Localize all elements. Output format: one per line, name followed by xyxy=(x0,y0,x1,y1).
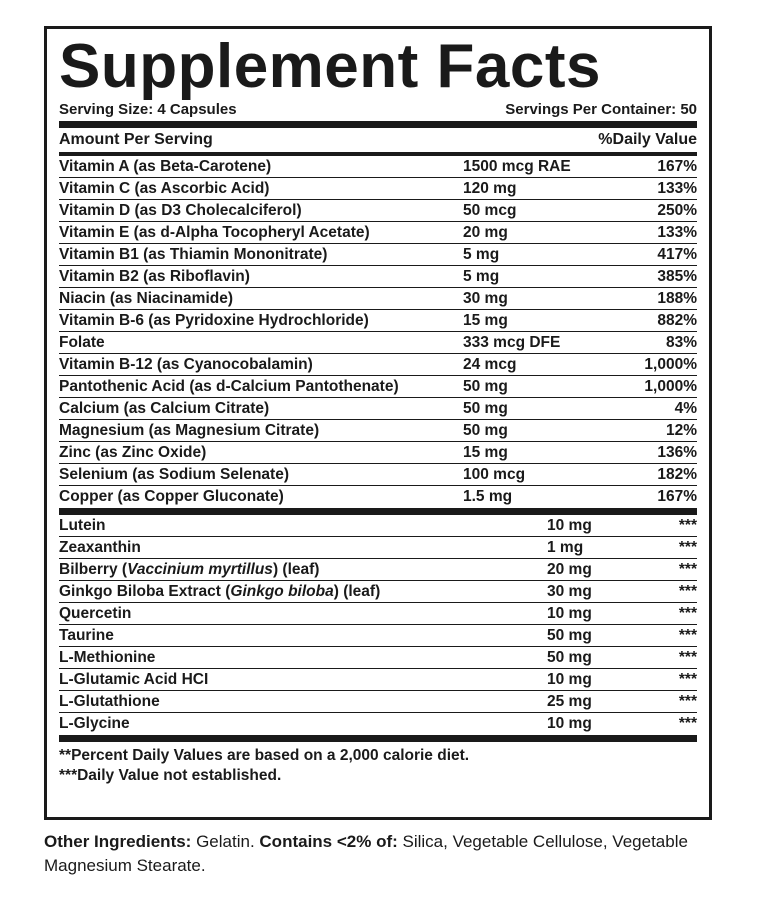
divider-thick xyxy=(59,121,697,128)
nutrient-name: Vitamin C (as Ascorbic Acid) xyxy=(59,180,270,197)
table-row xyxy=(59,464,697,486)
table-row xyxy=(59,603,697,625)
table-row xyxy=(59,581,697,603)
nutrient-amount: 10 mg xyxy=(547,605,592,622)
nutrient-name-part: ) (leaf) xyxy=(272,561,320,578)
nutrient-dv: 1,000% xyxy=(644,378,697,395)
nutrient-dv: *** xyxy=(678,715,697,732)
nutrient-latin-name: Ginkgo biloba xyxy=(230,583,334,600)
nutrient-name: Vitamin B1 (as Thiamin Mononitrate) xyxy=(59,246,328,263)
contains-label: Contains <2% of: xyxy=(259,832,398,851)
divider-thick xyxy=(59,735,697,742)
nutrient-name: Folate xyxy=(59,334,105,351)
table-row xyxy=(59,244,697,266)
nutrient-amount: 10 mg xyxy=(547,671,592,688)
nutrient-name: Vitamin B2 (as Riboflavin) xyxy=(59,268,250,285)
table-row xyxy=(59,669,697,691)
nutrient-name: L-Glycine xyxy=(59,715,130,732)
nutrient-name: Vitamin E (as d-Alpha Tocopheryl Acetate) xyxy=(59,224,370,241)
table-header xyxy=(59,128,697,152)
nutrient-dv: 12% xyxy=(665,422,697,439)
nutrient-amount: 20 mg xyxy=(547,561,592,578)
nutrient-dv: *** xyxy=(678,671,697,688)
nutrient-amount: 100 mcg xyxy=(463,466,526,483)
nutrient-dv: 136% xyxy=(657,444,697,461)
nutrient-name: Calcium (as Calcium Citrate) xyxy=(59,400,270,417)
nutrient-amount: 25 mg xyxy=(547,693,592,710)
nutrient-amount: 30 mg xyxy=(547,583,592,600)
nutrient-name-part: Bilberry ( xyxy=(59,561,128,578)
nutrient-dv: 417% xyxy=(657,246,697,263)
nutrient-amount: 30 mg xyxy=(463,290,508,307)
nutrient-latin-name: Vaccinium myrtillus xyxy=(127,561,273,578)
nutrient-name: Quercetin xyxy=(59,605,132,622)
nutrient-amount: 5 mg xyxy=(463,268,500,285)
table-row xyxy=(59,559,697,581)
nutrient-amount: 120 mg xyxy=(463,180,517,197)
table-row xyxy=(59,537,697,559)
nutrient-amount: 20 mg xyxy=(463,224,508,241)
nutrient-dv: 182% xyxy=(657,466,697,483)
nutrient-name: L-Glutathione xyxy=(59,693,160,710)
table-row xyxy=(59,691,697,713)
nutrient-amount: 1.5 mg xyxy=(463,488,513,505)
nutrient-dv: 133% xyxy=(657,180,697,197)
header-dv: %Daily Value xyxy=(598,131,697,148)
nutrient-dv: 250% xyxy=(657,202,697,219)
nutrient-name-part: ) (leaf) xyxy=(333,583,381,600)
table-row xyxy=(59,200,697,222)
nutrient-name: Lutein xyxy=(59,517,106,534)
vitamin-list xyxy=(59,156,697,508)
nutrient-name: Niacin (as Niacinamide) xyxy=(59,290,234,307)
table-row xyxy=(59,354,697,376)
nutrient-amount: 15 mg xyxy=(463,444,508,461)
table-row xyxy=(59,178,697,200)
nutrient-name: Copper (as Copper Gluconate) xyxy=(59,488,284,505)
nutrient-amount: 10 mg xyxy=(547,715,592,732)
nutrient-name: L-Glutamic Acid HCI xyxy=(59,671,209,688)
nutrient-amount: 50 mg xyxy=(463,400,508,417)
nutrient-dv: *** xyxy=(678,627,697,644)
table-row xyxy=(59,442,697,464)
serving-info xyxy=(59,99,697,121)
table-row xyxy=(59,647,697,669)
nutrient-dv: 4% xyxy=(674,400,697,417)
nutrient-dv: *** xyxy=(678,649,697,666)
nutrient-name: L-Methionine xyxy=(59,649,156,666)
footnote: ***Daily Value not established. xyxy=(59,767,282,784)
nutrient-dv: *** xyxy=(678,539,697,556)
nutrient-name: Zeaxanthin xyxy=(59,539,141,556)
table-row xyxy=(59,156,697,178)
nutrient-name xyxy=(59,559,547,580)
nutrient-name: Vitamin D (as D3 Cholecalciferol) xyxy=(59,202,302,219)
table-row xyxy=(59,310,697,332)
nutrient-name: Magnesium (as Magnesium Citrate) xyxy=(59,422,320,439)
nutrient-name: Pantothenic Acid (as d-Calcium Pantothenate) xyxy=(59,378,399,395)
nutrient-dv: *** xyxy=(678,693,697,710)
nutrient-name: Vitamin B-12 (as Cyanocobalamin) xyxy=(59,356,313,373)
nutrient-name: Vitamin B-6 (as Pyridoxine Hydrochloride) xyxy=(59,312,369,329)
nutrient-amount: 50 mcg xyxy=(463,202,517,219)
nutrient-amount: 1500 mcg RAE xyxy=(463,158,571,175)
nutrient-amount: 50 mg xyxy=(463,378,508,395)
divider-thick xyxy=(59,508,697,515)
nutrient-name: Zinc (as Zinc Oxide) xyxy=(59,444,207,461)
supplement-facts-panel xyxy=(44,26,712,820)
nutrient-amount: 50 mg xyxy=(547,627,592,644)
other-ingredients xyxy=(44,830,724,878)
nutrient-amount: 5 mg xyxy=(463,246,500,263)
footnote: **Percent Daily Values are based on a 2,000 calorie diet. xyxy=(59,747,470,764)
nutrient-dv: *** xyxy=(678,517,697,534)
nutrient-amount: 1 mg xyxy=(547,539,584,556)
table-row xyxy=(59,625,697,647)
panel-title: Supplement Facts xyxy=(59,32,601,101)
nutrient-amount: 24 mcg xyxy=(463,356,517,373)
table-row xyxy=(59,398,697,420)
nutrient-dv: 83% xyxy=(665,334,697,351)
nutrient-name: Selenium (as Sodium Selenate) xyxy=(59,466,289,483)
contains-text: Silica, Vegetable Cellulose, Vegetable Magnesium Stearate. xyxy=(44,832,688,875)
nutrient-dv: *** xyxy=(678,605,697,622)
nutrient-dv: 1,000% xyxy=(644,356,697,373)
nutrient-dv: 882% xyxy=(657,312,697,329)
nutrient-amount: 333 mcg DFE xyxy=(463,334,561,351)
table-row xyxy=(59,713,697,735)
serving-size: Serving Size: 4 Capsules xyxy=(59,101,237,118)
table-row xyxy=(59,420,697,442)
nutrient-dv: 188% xyxy=(657,290,697,307)
nutrient-dv: *** xyxy=(678,561,697,578)
other-ingredients-text: Gelatin. xyxy=(191,832,260,851)
nutrient-name xyxy=(59,581,547,602)
footnotes xyxy=(59,742,697,786)
table-row xyxy=(59,288,697,310)
table-row xyxy=(59,222,697,244)
other-ingredients-label: Other Ingredients: xyxy=(44,832,192,851)
table-row xyxy=(59,486,697,508)
table-row xyxy=(59,266,697,288)
table-row xyxy=(59,376,697,398)
nutrient-amount: 10 mg xyxy=(547,517,592,534)
nutrient-dv: 385% xyxy=(657,268,697,285)
nutrient-amount: 50 mg xyxy=(463,422,508,439)
nutrient-name: Taurine xyxy=(59,627,114,644)
nutrient-dv: 167% xyxy=(657,158,697,175)
table-row xyxy=(59,515,697,537)
other-ingredient-list xyxy=(59,515,697,735)
nutrient-name-part: Ginkgo Biloba Extract ( xyxy=(59,583,231,600)
nutrient-dv: *** xyxy=(678,583,697,600)
servings-per-container: Servings Per Container: 50 xyxy=(505,101,697,118)
nutrient-dv: 133% xyxy=(657,224,697,241)
nutrient-amount: 50 mg xyxy=(547,649,592,666)
nutrient-dv: 167% xyxy=(657,488,697,505)
header-amount: Amount Per Serving xyxy=(59,131,213,148)
nutrient-amount: 15 mg xyxy=(463,312,508,329)
nutrient-name: Vitamin A (as Beta-Carotene) xyxy=(59,158,272,175)
table-row xyxy=(59,332,697,354)
